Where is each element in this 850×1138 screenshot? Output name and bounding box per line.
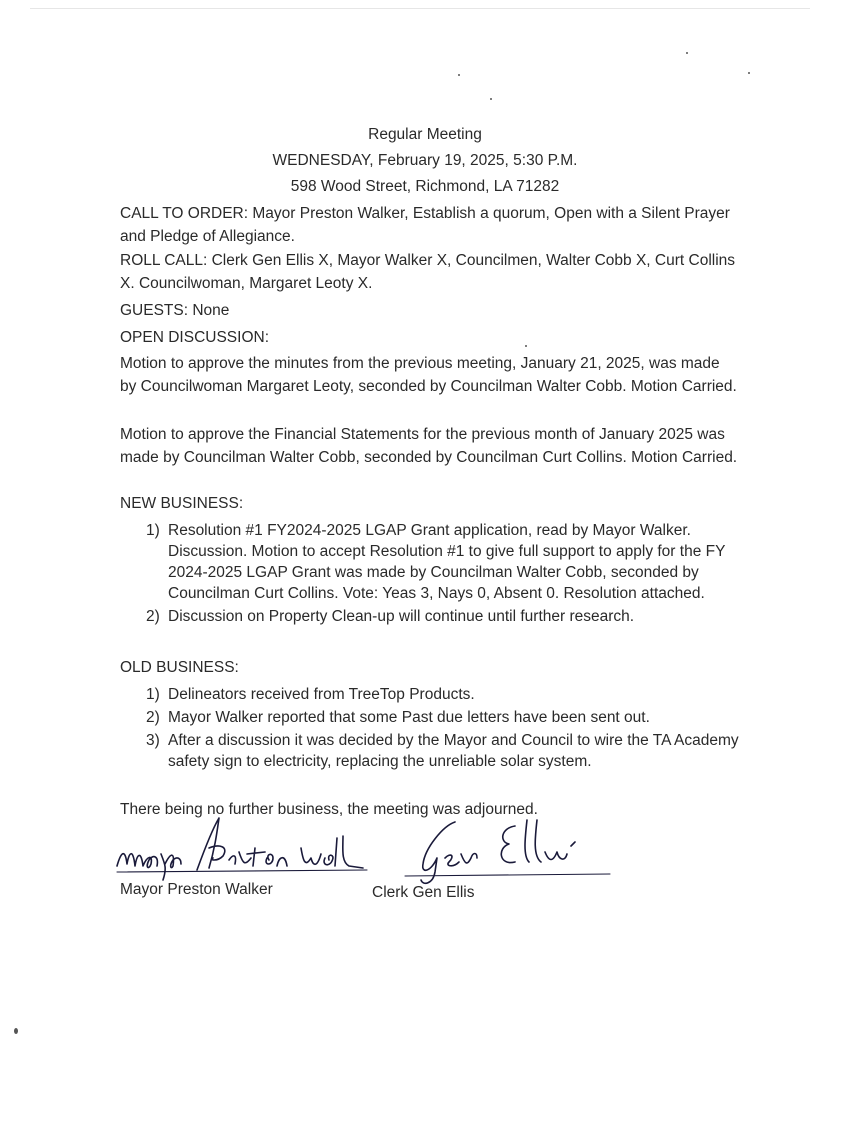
list-item xyxy=(120,520,740,604)
list-item-text: After a discussion it was decided by the Mayor and Council to wire the TA Academy safety sign to electricity, replacing the unreliable solar system. xyxy=(168,732,739,770)
call-to-order: CALL TO ORDER: Mayor Preston Walker, Establish a quorum, Open with a Silent Prayer and Pledge of Allegiance. xyxy=(120,205,730,245)
list-item-number: 1) xyxy=(146,522,160,539)
list-item-text: Resolution #1 FY2024-2025 LGAP Grant application, read by Mayor Walker. Discussion. Motion to accept Resolution #1 to give full support to apply for the FY 2024-2025 LGAP Grant was made by Councilman Walter Cobb, seconded by Councilman Curt Collins. Vote: Yeas 3, Nays 0, Absent 0. Resolution attached. xyxy=(168,522,726,602)
scan-edge xyxy=(30,8,810,27)
mayor-name: Mayor Preston Walker xyxy=(120,881,273,898)
roll-call: ROLL CALL: Clerk Gen Ellis X, Mayor Walker X, Councilmen, Walter Cobb X, Curt Collins X. Councilwoman, Margaret Leoty X. xyxy=(120,252,736,292)
meeting-address: 598 Wood Street, Richmond, LA 71282 xyxy=(290,178,560,195)
open-discussion-heading: OPEN DISCUSSION: xyxy=(120,329,269,346)
list-item-number: 2) xyxy=(146,608,160,625)
old-business-list xyxy=(120,684,740,772)
meeting-date-time: WEDNESDAY, February 19, 2025, 5:30 P.M. xyxy=(272,152,578,169)
list-item xyxy=(120,606,740,627)
old-business-heading: OLD BUSINESS: xyxy=(120,659,239,676)
scan-speck xyxy=(490,98,492,100)
list-item-number: 1) xyxy=(146,686,160,703)
list-item-number: 2) xyxy=(146,709,160,726)
scan-speck xyxy=(686,52,688,54)
guests: GUESTS: None xyxy=(120,302,230,319)
list-item-number: 3) xyxy=(146,732,160,749)
scan-speck xyxy=(458,74,460,76)
mayor-signature xyxy=(117,818,367,880)
scan-speck xyxy=(14,1028,18,1034)
open-discussion-motion-financials: Motion to approve the Financial Statements for the previous month of January 2025 was made by Councilman Walter Cobb, seconded by Councilman Curt Collins. Motion Carried. xyxy=(120,426,738,466)
scan-speck xyxy=(748,72,750,74)
meeting-title: Regular Meeting xyxy=(368,126,482,143)
new-business-list xyxy=(120,520,740,627)
signatures-graphic xyxy=(105,808,625,888)
list-item xyxy=(120,707,740,728)
open-discussion-motion-minutes: Motion to approve the minutes from the previous meeting, January 21, 2025, was made by Councilwoman Margaret Leoty, seconded by Councilman Walter Cobb. Motion Carried. xyxy=(120,355,737,395)
list-item xyxy=(120,730,740,772)
list-item-text: Delineators received from TreeTop Products. xyxy=(168,686,475,703)
list-item-text: Discussion on Property Clean-up will continue until further research. xyxy=(168,608,635,625)
adjournment: There being no further business, the meeting was adjourned. xyxy=(120,801,538,818)
new-business-heading: NEW BUSINESS: xyxy=(120,495,244,512)
list-item xyxy=(120,684,740,705)
clerk-signature xyxy=(405,820,610,883)
clerk-name: Clerk Gen Ellis xyxy=(372,884,475,901)
list-item-text: Mayor Walker reported that some Past due letters have been sent out. xyxy=(168,709,650,726)
